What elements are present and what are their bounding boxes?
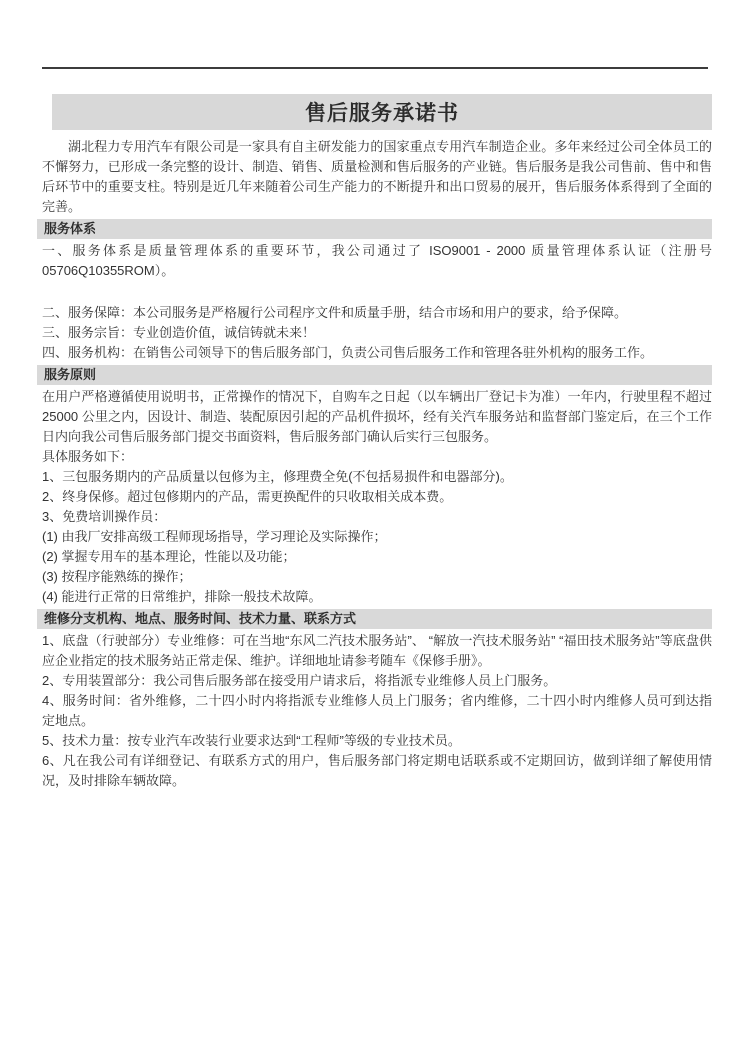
paragraph: 二、服务保障：本公司服务是严格履行公司程序文件和质量手册，结合市场和用户的要求，给予保障。 [42,305,628,320]
paragraph: 三、服务宗旨：专业创造价值，诚信铸就未来！ [42,325,316,340]
paragraph: 5、技术力量：按专业汽车改装行业要求达到“工程师”等级的专业技术员。 [42,733,461,748]
paragraph: 一、服务体系是质量管理体系的重要环节，我公司通过了 ISO9001 - 2000 质量管理体系认证（注册号 05706Q10355ROM）。 [42,243,712,278]
paragraph: (3) 按程序能熟练的操作； [42,569,192,584]
section-heading-service-principles: 服务原则 [37,365,712,385]
paragraph: 在用户严格遵循使用说明书，正常操作的情况下，自购车之日起（以车辆出厂登记卡为准）一年内，行驶里程不超过 25000 公里之内，因设计、制造、装配原因引起的产品机件损坏，经有关汽车服务站和监督部门鉴定后，在三个工作日内向我公司售后服务部门提交书面资料，售后服务部门确认后实行三包服务。 [42,389,712,444]
paragraph: 具体服务如下： [42,449,134,464]
paragraph: 2、专用装置部分：我公司售后服务部在接受用户请求后，将指派专业维修人员上门服务。 [42,673,557,688]
paragraph: (4) 能进行正常的日常维护，排除一般技术故障。 [42,589,322,604]
page-title: 售后服务承诺书 [305,102,459,125]
paragraph: 四、服务机构：在销售公司领导下的售后服务部门，负责公司售后服务工作和管理各驻外机构的服务工作。 [42,345,654,360]
paragraph: (2) 掌握专用车的基本理论，性能以及功能； [42,549,296,564]
paragraph: 1、底盘（行驶部分）专业维修：可在当地“东风二汽技术服务站”、 “解放一汽技术服务站” “福田技术服务站”等底盘供应企业指定的技术服务站正常走保、维护。详细地址请参考随车《保修手册》。 [42,633,712,668]
intro-paragraph: 湖北程力专用汽车有限公司是一家具有自主研发能力的国家重点专用汽车制造企业。多年来经过公司全体员工的不懈努力，已形成一条完整的设计、制造、销售、质量检测和售后服务的产业链。售后服务是我公司售前、售中和售后环节中的重要支柱。特别是近几年来随着公司生产能力的不断提升和出口贸易的展开，售后服务体系得到了全面的完善。 [42,139,712,214]
paragraph: 2、终身保修。超过包修期内的产品，需更换配件的只收取相关成本费。 [42,489,453,504]
section-heading-service-system: 服务体系 [37,219,712,239]
document-title-bar [52,94,712,130]
paragraph: 6、凡在我公司有详细登记、有联系方式的用户，售后服务部门将定期电话联系或不定期回访，做到详细了解使用情况，及时排除车辆故障。 [42,753,712,788]
paragraph: 1、三包服务期内的产品质量以包修为主，修理费全免(不包括易损件和电器部分)。 [42,469,513,484]
document-page [0,67,750,1060]
section-heading-repair-branches: 维修分支机构、地点、服务时间、技术力量、联系方式 [37,609,712,629]
paragraph: 3、免费培训操作员： [42,509,167,524]
top-divider [42,67,708,69]
paragraph: (1) 由我厂安排高级工程师现场指导，学习理论及实际操作； [42,529,387,544]
paragraph: 4、服务时间：省外维修，二十四小时内将指派专业维修人员上门服务；省内维修，二十四小时内维修人员可到达指定地点。 [42,693,712,728]
